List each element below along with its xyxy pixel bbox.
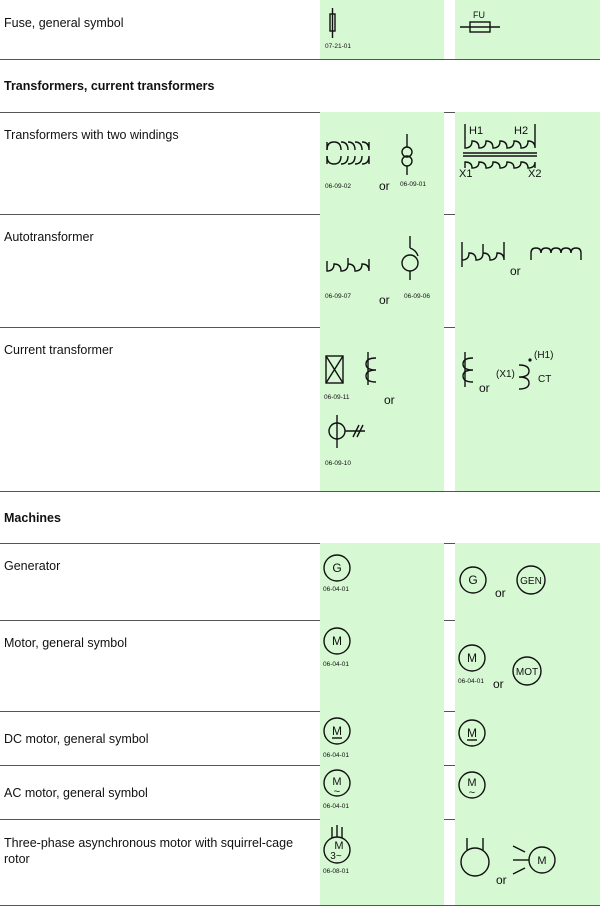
row-label: Transformers with two windings bbox=[4, 128, 179, 142]
row-label: Motor, general symbol bbox=[4, 636, 127, 650]
iec-symbol-cell bbox=[320, 543, 444, 620]
section-transformers bbox=[0, 59, 600, 113]
current-transformer-ansi-symbols bbox=[455, 327, 600, 491]
generator-letter: G bbox=[332, 561, 342, 575]
fuse-iec-symbol bbox=[320, 0, 444, 59]
iec-symbol-cell bbox=[320, 711, 444, 765]
generator-letter: G bbox=[468, 573, 478, 587]
motor-letter: M bbox=[467, 777, 477, 789]
fuse-ansi-symbol bbox=[455, 0, 600, 59]
autotransformer-ansi-symbols bbox=[455, 214, 600, 327]
iec-symbol-cell bbox=[320, 112, 444, 214]
h1-label: H1 bbox=[469, 125, 484, 137]
ansi-symbol-cell bbox=[455, 327, 600, 491]
current-transformer-iec-symbols bbox=[320, 327, 444, 491]
row-generator bbox=[0, 543, 600, 621]
motor-letter: M bbox=[332, 724, 342, 738]
or-text: or bbox=[379, 293, 390, 307]
tilde-text: ~ bbox=[468, 787, 476, 799]
row-label: Generator bbox=[4, 559, 61, 573]
code: 06-04-01 bbox=[458, 678, 485, 685]
code-a: 06-09-02 bbox=[325, 183, 352, 190]
mot-label: MOT bbox=[515, 667, 539, 678]
generator-ansi-symbols bbox=[455, 543, 600, 620]
or-text: or bbox=[479, 381, 490, 395]
motor-letter: M bbox=[334, 840, 344, 852]
fuse-label: FU bbox=[473, 10, 485, 20]
row-label: DC motor, general symbol bbox=[4, 732, 149, 746]
transformer-iec-symbols bbox=[320, 112, 444, 214]
ansi-symbol-cell bbox=[455, 543, 600, 620]
autotransformer-iec-symbols bbox=[320, 214, 444, 327]
h2-label: H2 bbox=[514, 125, 529, 137]
ct-label: CT bbox=[538, 374, 552, 385]
motor-ansi-symbols bbox=[455, 620, 600, 711]
ansi-symbol-cell bbox=[455, 620, 600, 711]
tilde-text: ~ bbox=[333, 786, 341, 798]
three-phase-motor-ansi-symbols bbox=[455, 819, 600, 905]
motor-letter: M bbox=[467, 726, 477, 740]
code: 06-08-01 bbox=[323, 868, 350, 875]
dc-motor-ansi-symbol bbox=[455, 711, 600, 765]
iec-symbol-cell bbox=[320, 765, 444, 819]
iec-symbol-cell bbox=[320, 214, 444, 327]
generator-iec-symbol bbox=[320, 543, 444, 620]
or-text: or bbox=[495, 586, 506, 600]
ansi-symbol-cell bbox=[455, 711, 600, 765]
ansi-symbol-cell bbox=[455, 819, 600, 905]
code-b: 06-09-10 bbox=[325, 460, 352, 467]
iec-symbol-cell bbox=[320, 0, 444, 59]
motor-letter: M bbox=[332, 776, 342, 788]
motor-letter: M bbox=[537, 855, 547, 867]
code: 06-04-01 bbox=[323, 661, 350, 668]
three-phase-motor-iec-symbol bbox=[320, 819, 444, 905]
code-b: 06-09-06 bbox=[404, 293, 431, 300]
motor-letter: M bbox=[467, 651, 477, 665]
motor-letter: M bbox=[332, 634, 342, 648]
row-motor bbox=[0, 620, 600, 712]
iec-symbol-cell bbox=[320, 327, 444, 491]
x1-label: (X1) bbox=[496, 369, 515, 380]
motor-iec-symbol bbox=[320, 620, 444, 711]
or-text: or bbox=[379, 179, 390, 193]
row-fuse bbox=[0, 0, 600, 60]
dc-motor-iec-symbol bbox=[320, 711, 444, 765]
section-machines bbox=[0, 491, 600, 544]
or-text: or bbox=[384, 393, 395, 407]
x2-label: X2 bbox=[528, 168, 542, 180]
transformer-ansi-symbol bbox=[455, 112, 600, 214]
row-ac-motor bbox=[0, 765, 600, 820]
or-text: or bbox=[493, 677, 504, 691]
code-b: 06-09-01 bbox=[400, 181, 427, 188]
or-text: or bbox=[510, 264, 521, 278]
row-label: Fuse, general symbol bbox=[4, 16, 124, 30]
row-current-transformer bbox=[0, 327, 600, 492]
code-a: 06-09-07 bbox=[325, 293, 352, 300]
ansi-symbol-cell bbox=[455, 214, 600, 327]
ac-motor-iec-symbol bbox=[320, 765, 444, 819]
code: 06-04-01 bbox=[323, 752, 350, 759]
section-title: Transformers, current transformers bbox=[4, 79, 215, 93]
row-autotransformer bbox=[0, 214, 600, 328]
h1-label: (H1) bbox=[534, 350, 554, 361]
code-a: 06-09-11 bbox=[324, 394, 350, 401]
row-dc-motor bbox=[0, 711, 600, 766]
row-label: AC motor, general symbol bbox=[4, 786, 148, 800]
iec-symbol-cell bbox=[320, 620, 444, 711]
x1-label: X1 bbox=[459, 168, 473, 180]
code: 06-04-01 bbox=[323, 586, 350, 593]
row-two-windings bbox=[0, 112, 600, 215]
fuse-code: 07-21-01 bbox=[325, 43, 352, 50]
gen-label: GEN bbox=[520, 576, 542, 587]
ansi-symbol-cell bbox=[455, 765, 600, 819]
ansi-symbol-cell bbox=[455, 0, 600, 59]
code: 06-04-01 bbox=[323, 803, 350, 810]
row-label: Autotransformer bbox=[4, 230, 94, 244]
row-label: Current transformer bbox=[4, 343, 114, 357]
section-title: Machines bbox=[4, 511, 61, 525]
row-label: Three-phase asynchronous motor with squirrel-cage rotor bbox=[4, 836, 294, 866]
row-three-phase-motor bbox=[0, 819, 600, 906]
iec-symbol-cell bbox=[320, 819, 444, 905]
ac-motor-ansi-symbol bbox=[455, 765, 600, 819]
ansi-symbol-cell bbox=[455, 112, 600, 214]
phase-text: 3~ bbox=[330, 851, 342, 862]
or-text: or bbox=[496, 873, 507, 887]
